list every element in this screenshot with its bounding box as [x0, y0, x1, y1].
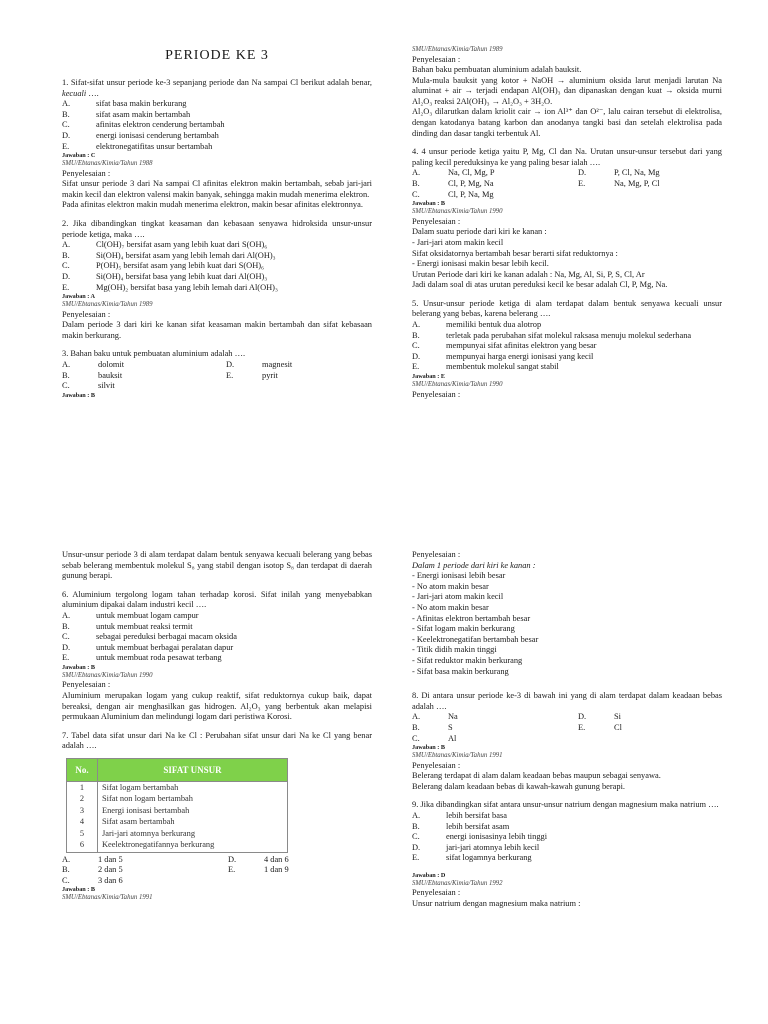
solution-point: - Sifat basa makin berkurang — [412, 666, 509, 676]
option: E. membentuk molekul sangat stabil — [412, 362, 559, 372]
solution-point: - No atom makin besar — [412, 602, 489, 612]
solution-point: - Titik didih makin tinggi — [412, 645, 497, 655]
question-7: 7. Tabel data sifat unsur dari Na ke Cl : Perubahan sifat unsur dari Na ke Cl yang benar adalah …. — [62, 730, 372, 751]
right-bottom-column — [412, 550, 722, 910]
solution-text: Aluminium merupakan logam yang cukup reaktif, sifat reduktornya cukup baik, dapat bereaksi, dengan air menghasilkan gas hidrogen. Al₂O₃ yang berbentuk akan melapisi permukaan Aluminium dan melindungi logam dari peristiwa Korosi. — [62, 691, 372, 722]
source-citation: SMU/Ebtanas/Kimia/Tahun 1991 — [412, 752, 503, 760]
left-bottom-column — [62, 550, 372, 903]
solution-point: - Keelektronegatifan bertambah besar — [412, 634, 539, 644]
option: A. lebih bersifat basa — [412, 810, 507, 820]
option: D. energi ionisasi cenderung bertambah — [62, 130, 219, 140]
option: B. terletak pada perubahan sifat molekul raksasa menuju molekul sederhana — [412, 330, 692, 340]
source-citation: SMU/Ebtanas/Kimia/Tahun 1989 — [412, 46, 503, 53]
question-2: 2. Jika dibandingkan tingkat keasaman dan kebasaan senyawa hidroksida unsur-unsur periode ketiga, maka …. — [62, 219, 372, 239]
solution-text: Belerang terdapat di alam dalam keadaan bebas maupun sebagai senyawa. — [412, 771, 661, 781]
option: E. Mg(OH)₂ bersifat basa yang lebih lemah dari Al(OH)₃ — [62, 282, 278, 292]
source-citation: SMU/Ebtanas/Kimia/Tahun 1990 — [412, 208, 503, 216]
solution-text: Bahan baku pembuatan aluminium adalah bauksit. — [412, 65, 582, 75]
question-3: 3. Bahan baku untuk pembuatan aluminium adalah …. — [62, 349, 246, 359]
solution-point: - Afinitas elektron bertambah besar — [412, 613, 531, 623]
option: E. untuk membuat roda pesawat terbang — [62, 653, 222, 663]
solution-text: - Energi ionisasi makin besar lebih kecil. — [412, 259, 549, 269]
option: C. P(OH)₅ bersifat asam yang lebih kuat dari S(OH)₆ — [62, 261, 264, 271]
answer-key: Jawaban : B — [62, 886, 96, 894]
table-header-row — [67, 759, 288, 782]
question-6-options — [62, 611, 372, 664]
right-top-column — [412, 46, 722, 400]
table-row: 2 Sifat non logam bertambah — [67, 794, 288, 806]
option: E. sifat logamnya berkurang — [412, 853, 532, 863]
solution-point: - Jari-jari atom makin kecil — [412, 592, 504, 602]
option: D. jari-jari atomnya lebih kecil — [412, 842, 540, 852]
solution-label: Penyelesaian : — [412, 760, 461, 770]
question-2-options — [62, 240, 372, 293]
table-header-property: SIFAT UNSUR — [98, 759, 288, 782]
question-5-options — [412, 320, 722, 373]
question-8: 8. Di antara unsur periode ke-3 di bawah ini yang di alam terdapat dalam keadaan bebas adalah …. — [412, 691, 722, 711]
solution-text: Belerang dalam keadaan bebas di kawah-kawah gunung berapi. — [412, 781, 626, 791]
option: D. untuk membuat berbagai peralatan dapur — [62, 642, 234, 652]
solution-text: - Jari-jari atom makin kecil — [412, 237, 504, 247]
option: A. untuk membuat logam campur — [62, 610, 199, 620]
source-citation: SMU/Ebtanas/Kimia/Tahun 1989 — [62, 301, 153, 309]
option: B. Si(OH)₄ bersifat asam yang lebih lemah dari Al(OH)₃ — [62, 250, 276, 260]
solution-point: - Energi ionisasi lebih besar — [412, 571, 506, 581]
table-header-no: No. — [67, 759, 98, 782]
source-citation: SMU/Ebtanas/Kimia/Tahun 1992 — [412, 879, 503, 887]
solution-label: Penyelesaian : — [62, 680, 111, 690]
solution-text: Dalam suatu periode dari kiri ke kanan : — [412, 227, 547, 237]
answer-key: Jawaban : B — [412, 744, 446, 752]
option: A. sifat basa makin berkurang — [62, 99, 187, 109]
answer-key: Jawaban : E — [412, 373, 446, 381]
solution-text: Jadi dalam soal di atas urutan pereduksi kecil ke besar adalah Cl, P, Mg, Na. — [412, 280, 668, 290]
solution-point: - Sifat reduktor makin berkurang — [412, 655, 523, 665]
answer-key: Jawaban : A — [62, 293, 96, 301]
answer-key: Jawaban : B — [62, 391, 96, 399]
question-8-options: A. Na D. Si B. S E. Cl C. Al — [412, 712, 622, 743]
property-table — [66, 758, 288, 853]
question-1-options — [62, 99, 372, 152]
question-3-options: A. dolomit D. magnesit B. bauksit E. pyrit C. silvit — [62, 360, 293, 391]
solution-label: Penyelesaian : — [412, 389, 461, 399]
question-5: 5. Unsur-unsur periode ketiga di alam terdapat dalam bentuk senyawa kecuali unsur belerang yang bebas, karena belerang …. — [412, 298, 722, 319]
option: D. Si(OH)₄ bersifat basa yang lebih kuat dari Al(OH)₃ — [62, 272, 268, 281]
answer-key: Jawaban : B — [412, 200, 446, 208]
solution-label: Penyelesaian : — [412, 888, 461, 898]
question-9-options — [412, 811, 722, 864]
solution-label: Penyelesaian : — [412, 216, 461, 226]
option: B. lebih bersifat asam — [412, 821, 510, 831]
question-1: 1. Sifat-sifat unsur periode ke-3 sepanjang periode dan Na sampai Cl berikut adalah benar, kecuali …. — [62, 78, 372, 98]
table-row: 6 Keelektronegatifannya berkurang — [67, 840, 288, 852]
source-citation: SMU/Ebtanas/Kimia/Tahun 1991 — [62, 894, 153, 902]
table-row: 4 Sifat asam bertambah — [67, 817, 288, 829]
question-4: 4. 4 unsur periode ketiga yaitu P, Mg, Cl dan Na. Urutan unsur-unsur tersebut dari yang paling kecil pereduksinya ke yang paling besar ialah …. — [412, 147, 722, 167]
table-row: 1 Sifat logam bertambah — [67, 782, 288, 794]
option: A. Cl(OH)₇ bersifat asam yang lebih kuat dari S(OH)₆ — [62, 240, 268, 250]
option: E. elektronegatifitas unsur bertambah — [62, 141, 213, 151]
left-top-column — [62, 48, 372, 400]
solution-text: Pada afinitas elektron makin mudah menerima elektron, makin besar afinitas elektronnya. — [62, 200, 363, 210]
question-6: 6. Aluminium tergolong logam tahan terhadap korosi. Sifat inilah yang menyebabkan aluminium dipakai dalam industri kecil …. — [62, 589, 372, 610]
option: C. energi ionisasinya lebih tinggi — [412, 832, 548, 842]
solution-text: Unsur natrium dengan magnesium maka natrium : — [412, 899, 581, 909]
answer-key: Jawaban : C — [62, 152, 96, 160]
source-citation: SMU/Ebtanas/Kimia/Tahun 1988 — [62, 160, 153, 168]
question-4-options: A. Na, Cl, Mg, P D. P, Cl, Na, Mg B. Cl, P, Mg, Na E. Na, Mg, P, Cl C. Cl, P, Na, Mg — [412, 168, 660, 199]
option: B. untuk membuat reaksi termit — [62, 621, 193, 631]
option: C. afinitas elektron cenderung bertambah — [62, 120, 225, 130]
solution-point: - No atom makin besar — [412, 581, 489, 591]
option: A. memiliki bentuk dua alotrop — [412, 320, 542, 330]
solution-label: Penyelesaian : — [412, 550, 461, 559]
solution-text: Sifat unsur periode 3 dari Na sampai Cl afinitas elektron makin bertambah, sebab jari-jari makin kecil dan elektron valensi makin banyak, sehingga makin mudah menerima elektron. — [62, 179, 372, 199]
table-row: 3 Energi ionisasi bertambah — [67, 805, 288, 817]
solution-label: Penyelesaian : — [62, 309, 111, 319]
solution-text: Dalam periode 3 dari kiri ke kanan sifat keasaman makin bertambah dan sifat kebasaan makin berkurang. — [62, 320, 372, 340]
option: D. mempunyai harga energi ionisasi yang kecil — [412, 351, 594, 361]
question-9: 9. Jika dibandingkan sifat antara unsur-unsur natrium dengan magnesium maka natrium …. — [412, 800, 719, 810]
solution-label: Penyelesaian : — [412, 54, 461, 64]
solution-label: Penyelesaian : — [62, 168, 111, 178]
solution-text: Mula-mula bauksit yang kotor + NaOH → aluminium oksida larut menjadi larutan Na aluminat + air → terjadi endapan Al(OH)₃ dan dipanaskan dengan kuat → oksida murni Al₂O₃ reaksi 2Al(OH)₃ → Al₂O₃ + 3H₂O. — [412, 75, 722, 106]
question-7-options: A. 1 dan 5 D. 4 dan 6 B. 2 dan 5 E. 1 dan 9 C. 3 dan 6 — [62, 854, 289, 885]
solution-text: Urutan Periode dari kiri ke kanan adalah : Na, Mg, Al, Si, P, S, Cl, Ar — [412, 269, 645, 279]
answer-key: Jawaban : B — [62, 663, 96, 671]
page-title: PERIODE KE 3 — [165, 48, 269, 63]
solution-intro: Dalam 1 periode dari kiri ke kanan : — [412, 560, 536, 570]
option: C. mempunyai sifat afinitas elektron yang besar — [412, 341, 597, 351]
option: C. sebagai pereduksi berbagai macam oksida — [62, 632, 237, 642]
source-citation: SMU/Ebtanas/Kimia/Tahun 1990 — [62, 671, 153, 679]
solution-text: Sifat oksidatornya bertambah besar berarti sifat reduktornya : — [412, 248, 618, 258]
source-citation: SMU/Ebtanas/Kimia/Tahun 1990 — [412, 381, 503, 389]
option: B. sifat asam makin bertambah — [62, 109, 191, 119]
solution-text: Al₂O₃ dilarutkan dalam kriolit cair → ion Al³⁺ dan O²⁻, lalu cairan tersebut di elektrolisa, dengan katodanya batang karbon dan anodanya tangki basi dan setelah elektrolisa pada dinding dan dasar tangki terbentuk Al. — [412, 107, 722, 138]
solution-point: - Sifat logam makin berkurang — [412, 624, 515, 634]
solution-text: Unsur-unsur periode 3 di alam terdapat dalam bentuk senyawa kecuali belerang yang bebas sebab belerang membentuk molekul S₈ yang stabil dengan isotop S₈ dan terdapat di daerah gunung berapi. — [62, 550, 372, 581]
table-row: 5 Jari-jari atomnya berkurang — [67, 828, 288, 840]
answer-key: Jawaban : D — [412, 871, 446, 879]
